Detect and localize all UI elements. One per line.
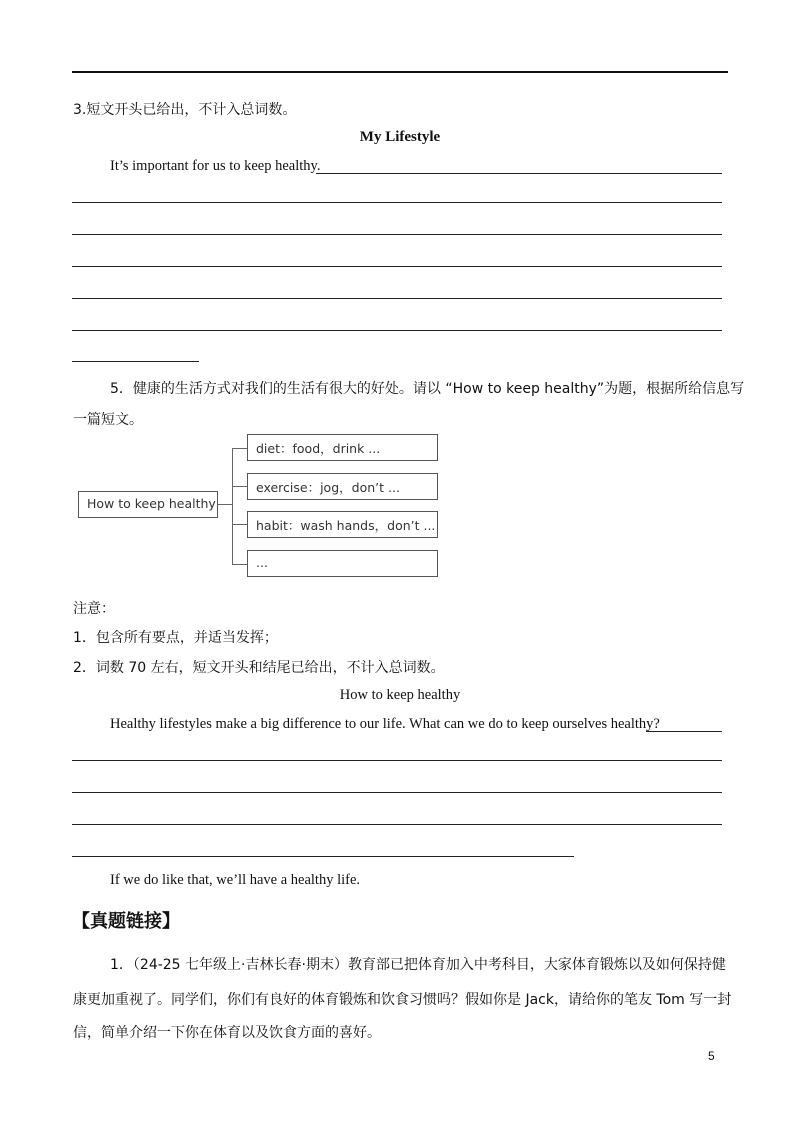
answer-line[interactable] [72,824,722,825]
answer-line[interactable] [72,760,722,761]
mindmap-branch-diet: diet：food，drink ... [247,434,438,461]
header-rule [72,71,728,73]
q3-opening: It’s important for us to keep healthy. [110,158,321,174]
q5-prompt-cont: 一篇短文。 [73,412,143,428]
answer-line[interactable] [72,330,722,331]
mindmap-branch-more: ... [247,550,438,577]
q1-prompt: 1．（24-25 七年级上·吉林长春·期末）教育部已把体育加入中考科目，大家体育锻炼以及如何保持健 [110,957,726,973]
q5-opening: Healthy lifestyles make a big difference to our life. What can we do to keep ourselves healthy? [110,716,660,732]
answer-line[interactable] [72,361,199,362]
mindmap-branch-exercise: exercise：jog，don’t ... [247,473,438,500]
q1-prompt-cont: 康更加重视了。同学们，你们有良好的体育锻炼和饮食习惯吗？假如你是 Jack，请给你的笔友 Tom 写一封 [73,992,732,1008]
answer-line[interactable] [72,298,722,299]
section-heading: 【真题链接】 [72,911,180,932]
q3-title: My Lifestyle [359,129,441,145]
q3-instruction: 3.短文开头已给出，不计入总词数。 [73,102,297,118]
q5-prompt: 5．健康的生活方式对我们的生活有很大的好处。请以 “How to keep healthy”为题，根据所给信息写 [110,381,745,397]
page-number: 5 [708,1049,715,1063]
answer-line[interactable] [72,856,574,857]
answer-line[interactable] [72,792,722,793]
connector [232,448,233,565]
answer-line[interactable] [72,202,722,203]
answer-line[interactable] [72,234,722,235]
note-2: 2．词数 70 左右，短文开头和结尾已给出，不计入总词数。 [73,660,445,676]
answer-line[interactable] [72,266,722,267]
notes-title: 注意： [73,601,115,617]
answer-line[interactable] [316,173,722,174]
q1-prompt-cont: 信，简单介绍一下你在体育以及饮食方面的喜好。 [73,1025,381,1041]
connector [218,504,232,505]
connector [232,564,247,565]
answer-line[interactable] [646,731,722,732]
connector [232,486,247,487]
connector [232,524,247,525]
mindmap-center: How to keep healthy [78,491,218,518]
q5-ending: If we do like that, we’ll have a healthy life. [110,872,361,888]
note-1: 1．包含所有要点，并适当发挥； [73,630,278,646]
connector [232,448,247,449]
q5-essay-title: How to keep healthy [339,687,461,703]
mindmap-branch-habit: habit：wash hands，don’t ... [247,511,438,538]
